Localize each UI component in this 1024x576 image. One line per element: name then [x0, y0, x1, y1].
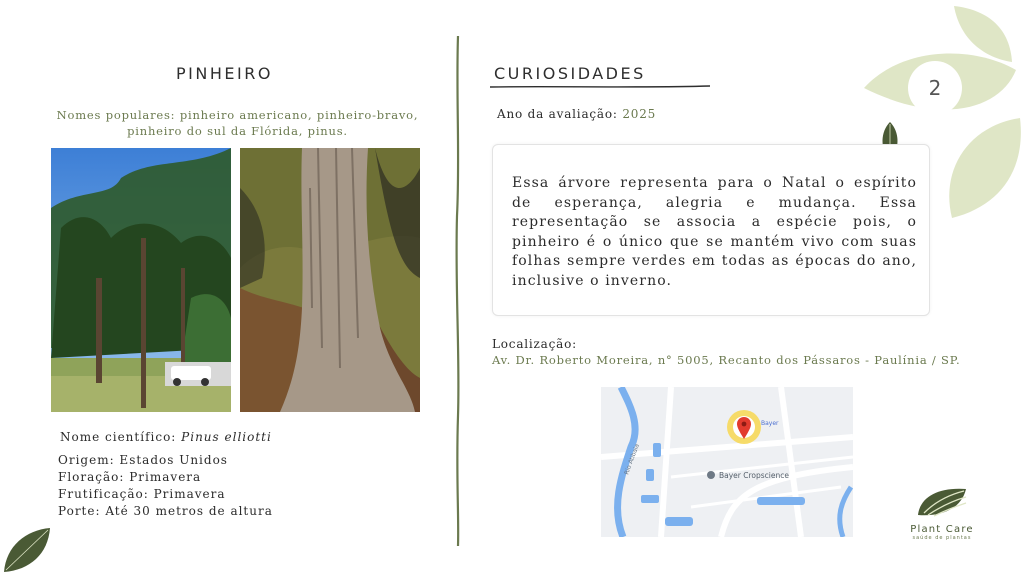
curiosities-title: CURIOSIDADES — [494, 64, 646, 83]
plant-care-logo — [900, 485, 984, 541]
page-number-badge — [908, 61, 962, 115]
popular-names-line-2: pinheiro do sul da Flórida, pinus. — [127, 124, 348, 138]
evaluation-year — [497, 107, 656, 121]
pine-trees-photo — [51, 148, 231, 412]
curiosity-text: Essa árvore representa para o Natal o espírito de esperança, alegria e mudança. Essa representação se associa a espécie pois, o pinheiro é o único que se mantém vivo com suas folhas sempre verdes em todas as épocas do ano, inclusive o inverno. — [512, 175, 917, 289]
scientific-name-label: Nome científico: — [60, 430, 182, 444]
scientific-name: Pinus elliotti — [181, 430, 272, 444]
species-title: PINHEIRO — [176, 64, 273, 83]
curiosity-card — [492, 144, 930, 316]
leaf-icon — [0, 524, 54, 576]
popular-names — [40, 107, 435, 139]
location-map[interactable] — [601, 387, 853, 537]
flowering-text: Floração: Primavera — [58, 470, 202, 484]
brand-tagline: saúde de plantas — [912, 535, 972, 541]
fruiting-text: Frutificação: Primavera — [58, 487, 226, 501]
logo-leaf-icon — [914, 485, 970, 519]
origin-text: Origem: Estados Unidos — [58, 453, 228, 467]
vertical-divider — [452, 36, 464, 546]
map-place-label: Bayer Cropscience — [719, 471, 789, 480]
map-road-label: Rio Atibaia — [623, 442, 641, 476]
brand-name: Plant Care — [910, 524, 974, 535]
size-text: Porte: Até 30 metros de altura — [58, 504, 273, 518]
page-number: 2 — [928, 76, 942, 100]
year-label: Ano da avaliação: — [497, 107, 623, 121]
species-details — [58, 452, 273, 520]
location-address: Av. Dr. Roberto Moreira, n° 5005, Recanto dos Pássaros - Paulínia / SP. — [492, 353, 961, 367]
title-underline — [490, 84, 715, 90]
scientific-name-row — [60, 429, 272, 446]
pine-trunk-photo — [240, 148, 420, 412]
popular-names-line-1: Nomes populares: pinheiro americano, pinheiro-bravo, — [56, 108, 419, 122]
year-value: 2025 — [622, 107, 657, 121]
location-label: Localização: — [492, 337, 577, 351]
map-pin-label: Bayer — [761, 420, 779, 427]
